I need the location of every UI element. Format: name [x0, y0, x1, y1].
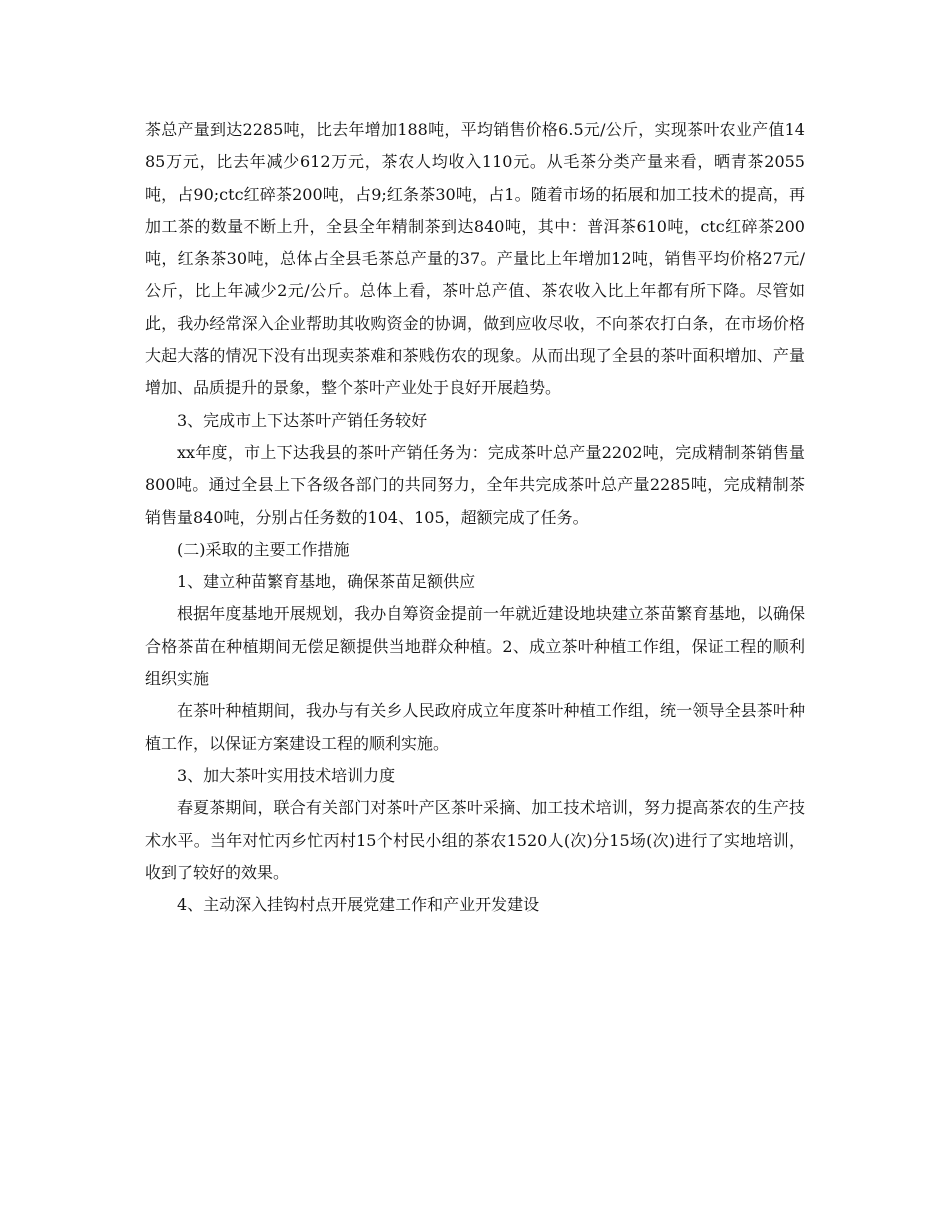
heading-measure-party-building: 4、主动深入挂钩村点开展党建工作和产业开发建设 — [177, 895, 540, 915]
paragraph-working-group: 在茶叶种植期间，我办与有关乡人民政府成立年度茶叶种植工作组，统一领导全县茶叶种植工作，以保证方案建设工程的顺利实施。 — [145, 701, 805, 753]
heading-measure-training: 3、加大茶叶实用技术培训力度 — [177, 765, 396, 785]
paragraph-task-details: xx年度，市上下达我县的茶叶产销任务为：完成茶叶总产量2202吨，完成精制茶销售量800吨。通过全县上下各级各部门的共同努力，全年共完成茶叶总产量2285吨，完成精制茶销售量840吨，分别占任务数的104、105，超额完成了任务。 — [145, 442, 805, 527]
section-heading-measures: (二)采取的主要工作措施 — [177, 539, 350, 559]
paragraph-nursery: 根据年度基地开展规划，我办自筹资金提前一年就近建设地块建立茶苗繁育基地，以确保合格茶苗在种植期间无偿足额提供当地群众种植。2、成立茶叶种植工作组，保证工程的顺利组织实施 — [145, 604, 805, 689]
heading-task-completion: 3、完成市上下达茶叶产销任务较好 — [177, 410, 428, 430]
paragraph-training: 春夏茶期间，联合有关部门对茶叶产区茶叶采摘、加工技术培训，努力提高茶农的生产技术水平。当年对忙丙乡忙丙村15个村民小组的茶农1520人(次)分15场(次)进行了实地培训，收到了较好的效果。 — [145, 798, 805, 882]
heading-measure-nursery: 1、建立种苗繁育基地，确保茶苗足额供应 — [177, 572, 476, 592]
document-page — [145, 114, 805, 921]
paragraph-production-summary: 茶总产量到达2285吨，比去年增加188吨，平均销售价格6.5元/公斤，实现茶叶农业产值1485万元，比去年减少612万元，茶农人均收入110元。从毛茶分类产量来看，晒青茶2055吨，占90;ctc红碎茶200吨，占9;红条茶30吨，占1。随着市场的拓展和加工技术的提高，再加工茶的数量不断上升，全县全年精制茶到达840吨，其中：普洱茶610吨，ctc红碎茶200吨，红条茶30吨，总体占全县毛茶总产量的37。产量比上年增加12吨，销售平均价格27元/公斤，比上年减少2元/公斤。总体上看，茶叶总产值、茶农收入比上年都有所下降。尽管如此，我办经常深入企业帮助其收购资金的协调，做到应收尽收，不向茶农打白条，在市场价格大起大落的情况下没有出现卖茶难和茶贱伤农的现象。从而出现了全县的茶叶面积增加、产量增加、品质提升的景象，整个茶叶产业处于良好开展趋势。 — [145, 120, 805, 398]
